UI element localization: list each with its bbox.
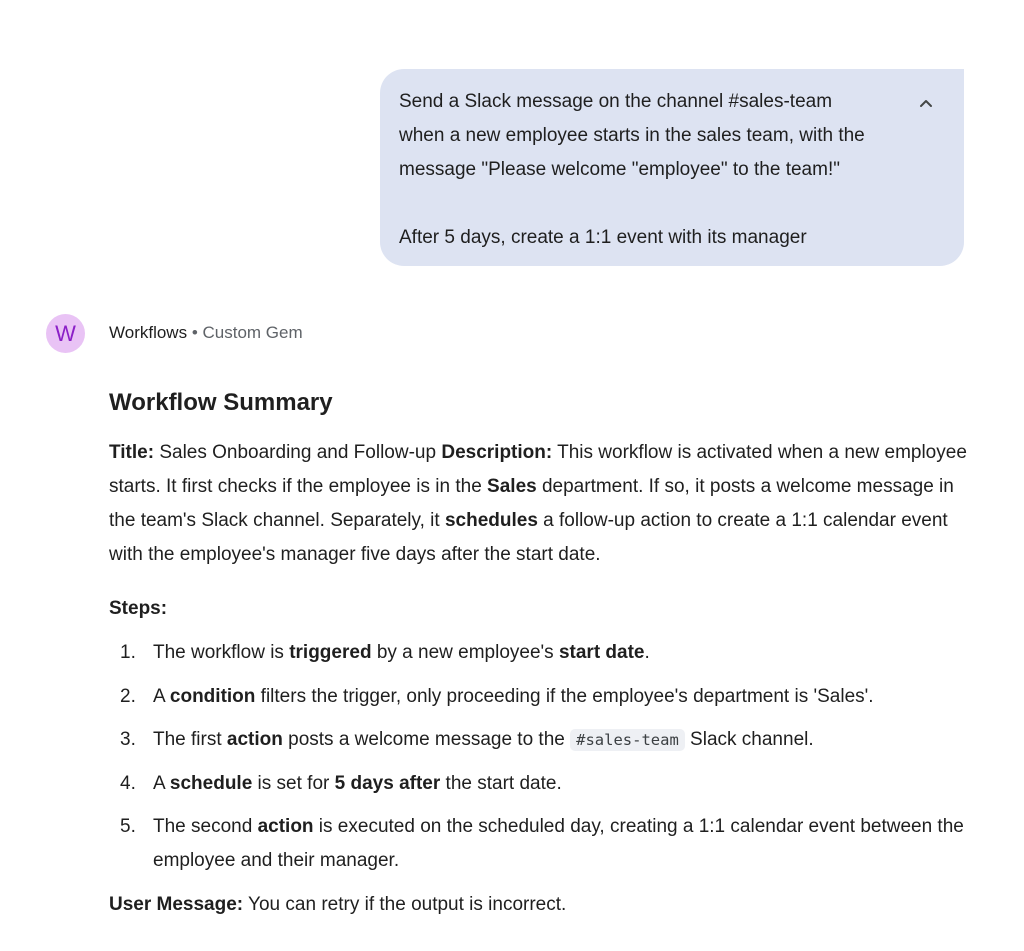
response-heading: Workflow Summary: [109, 389, 333, 416]
description-text: This workflow is activated when a new employee starts. It first checks if the employee is in the: [109, 442, 967, 497]
description-bold: schedules: [444, 510, 538, 531]
collapse-prompt-button[interactable]: [914, 91, 938, 115]
step-text-part: the start date.: [440, 772, 562, 794]
gem-separator: •: [191, 323, 198, 342]
step-text-part: is executed on the scheduled day, creating a 1:1 calendar event between the employee and their manager.: [153, 816, 964, 871]
gem-header: [109, 322, 303, 344]
step-text-part: by a new employee's: [371, 642, 559, 663]
step-number: 1.: [120, 642, 136, 663]
step-item: [109, 680, 979, 714]
step-number: 5.: [120, 816, 136, 837]
description-text: a follow-up action to create a 1:1 calendar event with the employee's manager five days after the start date.: [109, 510, 948, 565]
user-prompt-bubble: [380, 69, 964, 266]
response-body: [109, 388, 979, 922]
step-text-part: Slack channel.: [684, 729, 814, 750]
step-text-part: .: [644, 642, 650, 663]
user-message-paragraph: [109, 888, 979, 922]
step-bold: 5 days after: [334, 772, 441, 794]
step-item: [109, 767, 979, 801]
step-text-part: filters the trigger, only proceeding if the employee's department is 'Sales'.: [255, 685, 874, 707]
user-prompt-line: Send a Slack message on the channel #sales-team: [399, 91, 833, 112]
step-text-part: A: [153, 772, 170, 794]
user-message-text: You can retry if the output is incorrect.: [243, 894, 567, 915]
step-text: [153, 723, 979, 757]
step-bold: start date: [558, 642, 645, 663]
gem-name: Workflows: [109, 323, 188, 342]
step-text: [153, 810, 979, 878]
step-text: [153, 680, 979, 714]
step-text-part: The workflow is: [153, 642, 290, 663]
steps-label: [109, 592, 979, 626]
step-bold: action: [226, 729, 283, 750]
step-number: 3.: [120, 729, 136, 750]
step-text-part: A: [153, 685, 170, 707]
user-prompt-line: when a new employee starts in the sales team, with the: [399, 125, 865, 146]
summary-paragraph: [109, 436, 979, 572]
step-number: 4.: [120, 772, 136, 794]
description-label: Description:: [441, 442, 553, 463]
step-text: [153, 767, 979, 801]
step-bold: triggered: [289, 642, 372, 663]
step-number: 2.: [120, 685, 136, 707]
title-value: Sales Onboarding and Follow-up: [154, 442, 442, 463]
step-item: [109, 636, 979, 670]
gem-avatar: W: [46, 314, 85, 353]
step-bold: schedule: [169, 772, 253, 794]
step-item: [109, 810, 979, 878]
step-text-part: is set for: [252, 772, 335, 794]
steps-label-text: Steps:: [109, 598, 168, 619]
description-text: department. If so, it posts a welcome message in the team's Slack channel. Separately, it: [109, 476, 954, 531]
gem-type: Custom Gem: [202, 323, 303, 342]
step-text: [153, 636, 979, 670]
step-text-part: posts a welcome message to the: [282, 729, 571, 750]
steps-list: [109, 636, 979, 878]
user-message-label: User Message:: [109, 894, 244, 915]
step-bold: action: [257, 816, 314, 837]
step-item: [109, 723, 979, 757]
step-bold: condition: [169, 685, 256, 707]
step-text-part: The second: [153, 816, 258, 837]
user-prompt-line: message "Please welcome "employee" to the team!": [399, 159, 840, 180]
channel-code-chip: #sales-team: [570, 729, 685, 751]
chevron-up-icon: [919, 99, 933, 108]
description-bold: Sales: [487, 476, 537, 497]
user-prompt-line: After 5 days, create a 1:1 event with its manager: [399, 227, 807, 248]
title-label: Title:: [109, 442, 155, 463]
step-text-part: The first: [153, 729, 227, 750]
